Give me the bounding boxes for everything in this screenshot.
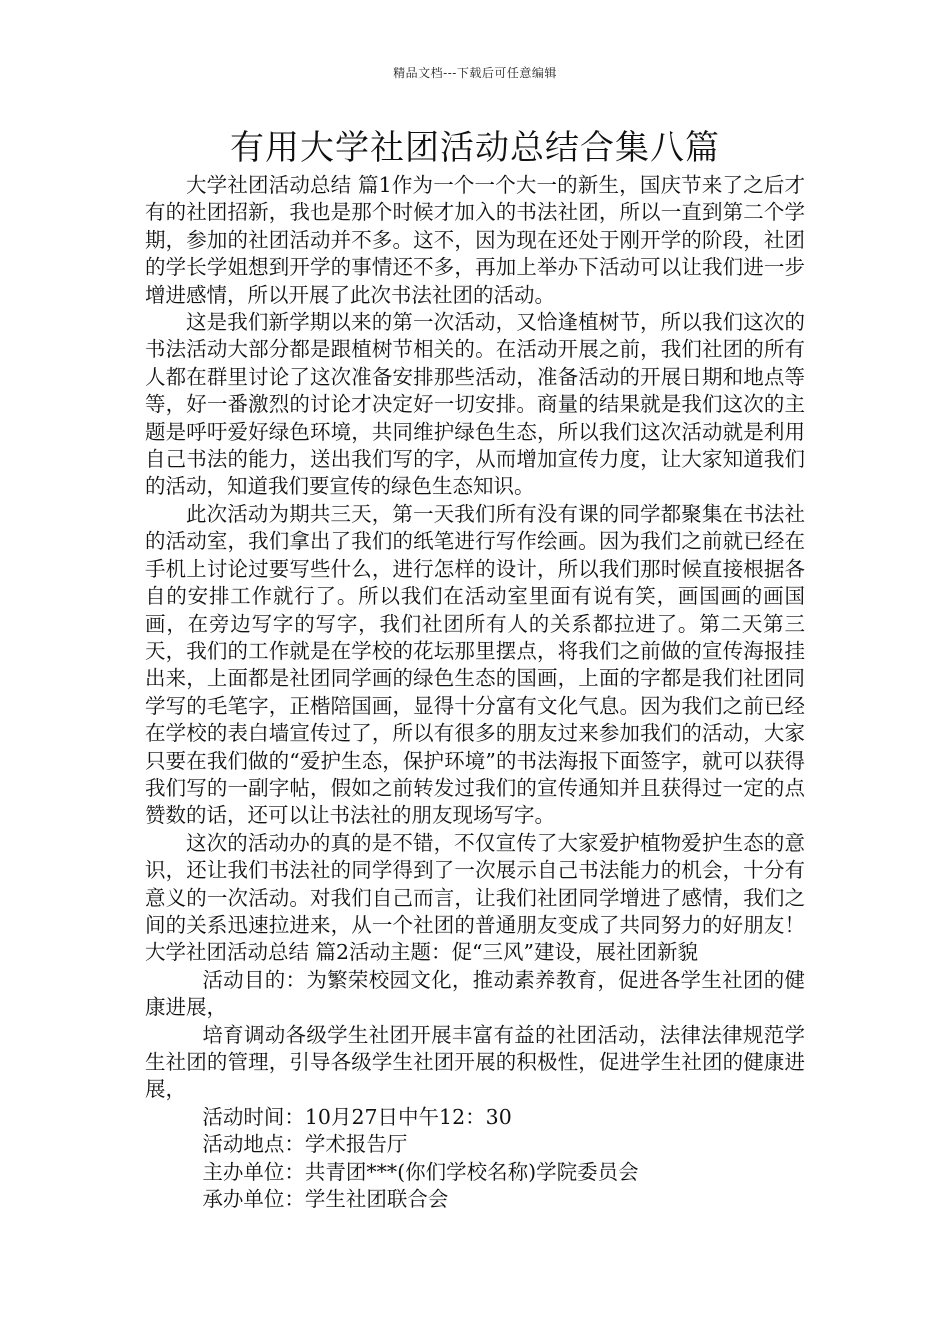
page-header: 精品文档---下载后可任意编辑 — [393, 66, 557, 80]
document-title: 有用大学社团活动总结合集八篇 — [230, 128, 720, 168]
paragraph-4: 这次的活动办的真的是不错，不仅宣传了大家爱护植物爱护生态的意识，还让我们书法社的同学得到了一次展示自己书法能力的机会，十分有意义的一次活动。对我们自己而言，让我们社团同学增进了感情，我们之间的关系迅速拉进来，从一个社团的普通朋友变成了共同努力的好朋友！大学社团活动总结 篇2活动主题：促“三风”建设，展社团新貌 — [145, 830, 805, 965]
detail-time: 活动时间：10月27日中午12：30 — [202, 1104, 512, 1129]
detail-organizer: 主办单位：共青团***(你们学校名称)学院委员会 — [202, 1159, 639, 1184]
paragraph-1: 大学社团活动总结 篇1作为一个一个大一的新生，国庆节来了之后才有的社团招新，我也是那个时候才加入的书法社团，所以一直到第二个学期，参加的社团活动并不多。这不，因为现在还处于刚开学的阶段，社团的学长学姐想到开学的事情还不多，再加上举办下活动可以让我们进一步增进感情，所以开展了此次书法社团的活动。 — [145, 173, 805, 307]
paragraph-2: 这是我们新学期以来的第一次活动，又恰逢植树节，所以我们这次的书法活动大部分都是跟植树节相关的。在活动开展之前，我们社团的所有人都在群里讨论了这次准备安排那些活动，准备活动的开展日期和地点等等，好一番激烈的讨论才决定好一切安排。商量的结果就是我们这次的主题是呼吁爱好绿色环境，共同维护绿色生态，所以我们这次活动就是利用自己书法的能力，送出我们写的字，从而增加宣传力度，让大家知道我们的活动，知道我们要宣传的绿色生态知识。 — [145, 310, 805, 499]
detail-undertaker: 承办单位：学生社团联合会 — [202, 1187, 449, 1212]
paragraph-5: 活动目的：为繁荣校园文化，推动素养教育，促进各学生社团的健康进展， — [145, 967, 805, 1020]
detail-location: 活动地点：学术报告厅 — [202, 1132, 408, 1157]
paragraph-6: 培育调动各级学生社团开展丰富有益的社团活动，法律法律规范学生社团的管理，引导各级学生社团开展的积极性，促进学生社团的健康进展， — [145, 1022, 805, 1102]
document-body — [145, 172, 805, 1213]
paragraph-3: 此次活动为期共三天，第一天我们所有没有课的同学都聚集在书法社的活动室，我们拿出了我们的纸笔进行写作绘画。因为我们之前就已经在手机上讨论过要写些什么，进行怎样的设计，所以我们那时候直接根据各自的安排工作就行了。所以我们在活动室里面有说有笑，画国画的画国画，在旁边写字的写字，我们社团所有人的关系都拉进了。第二天第三天，我们的工作就是在学校的花坛那里摆点，将我们之前做的宣传海报挂出来，上面都是社团同学画的绿色生态的国画，上面的字都是我们社团同学写的毛笔字，正楷陪国画，显得十分富有文化气息。因为我们之前已经在学校的表白墙宣传过了，所以有很多的朋友过来参加我们的活动，大家只要在我们做的“爱护生态，保护环境”的书法海报下面签字，就可以获得我们写的一副字帖，假如之前转发过我们的宣传通知并且获得过一定的点赞数的话，还可以让书法社的朋友现场写字。 — [145, 501, 805, 828]
